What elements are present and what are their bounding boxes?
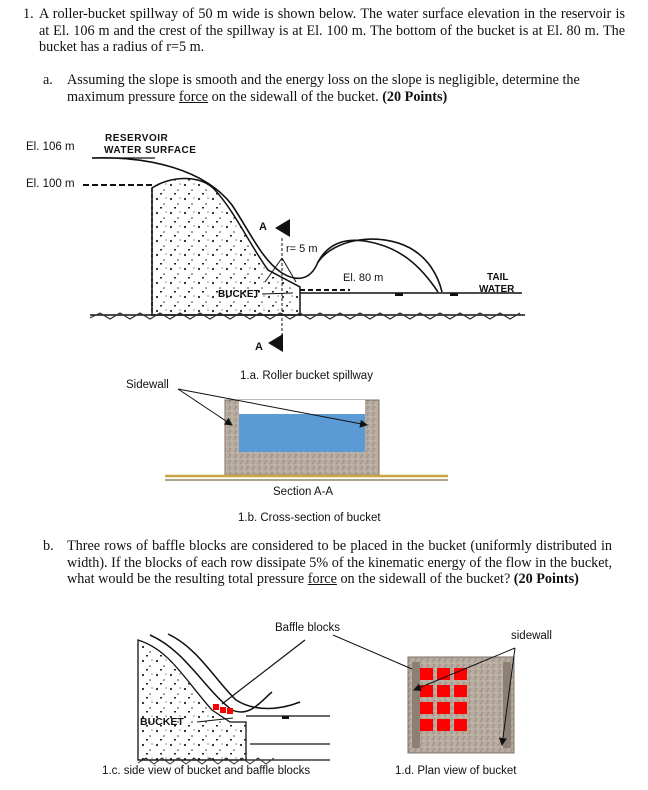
section-a-top-label: A <box>259 221 267 233</box>
bucket-label-side: BUCKET <box>140 716 184 728</box>
part-b-marker: b. <box>43 538 54 554</box>
bucket-water <box>239 414 365 452</box>
caption-1a: 1.a. Roller bucket spillway <box>240 370 373 382</box>
reservoir-label: RESERVOIR <box>105 133 169 144</box>
caption-1c: 1.c. side view of bucket and baffle blocks <box>102 765 311 777</box>
tailwater-label: WATER <box>479 284 515 295</box>
section-arrow-top <box>275 219 290 237</box>
el-100-label: El. 100 m <box>26 178 75 190</box>
caption-1b: 1.b. Cross-section of bucket <box>238 512 381 524</box>
figure-1c <box>138 634 330 764</box>
part-b-text: Three rows of baffle blocks are considered to be placed in the bucket (uniformly distributed in width). If the blocks of each row dissipate 5% of the kinematic energy of the flow in the bucket, what would be the resulting total pressure <box>67 538 613 588</box>
part-a-text-end: on the sidewall of the bucket. <box>208 88 379 105</box>
tail-label: TAIL <box>487 272 509 283</box>
baffle-block <box>213 704 219 710</box>
part-b-underlined: force <box>307 571 337 588</box>
part-b-points: (20 Points) <box>513 571 579 588</box>
baffle-block <box>227 708 233 714</box>
plan-sidewall-label: sidewall <box>511 630 552 642</box>
section-a-bottom-label: A <box>255 341 263 353</box>
side-view-body <box>138 640 246 760</box>
part-a-marker: a. <box>43 72 53 88</box>
problem-intro: A roller-bucket spillway of 50 m wide is shown below. The water surface elevation in the reservoir is at El. 106 m and the crest of the spillway is at El. 100 m. The bottom of the bucket is at El. 80 m. The bucket has a radius of r=5 m. <box>39 6 625 56</box>
section-aa-label: Section A-A <box>273 486 334 498</box>
section-arrow-bottom <box>268 334 283 352</box>
water-surface-label: WATER SURFACE <box>104 145 197 156</box>
problem-number: 1. <box>23 6 34 22</box>
baffle-leader <box>222 640 305 704</box>
baffle-leader-plan <box>333 635 412 669</box>
el-80-label: El. 80 m <box>343 272 384 284</box>
part-a-underlined: force <box>178 88 209 105</box>
el-106-label: El. 106 m <box>26 141 75 153</box>
figure-1b <box>165 389 448 480</box>
caption-1d: 1.d. Plan view of bucket <box>395 765 517 777</box>
bucket-label: BUCKET <box>218 289 260 300</box>
part-b-text-end: on the sidewall of the bucket? <box>336 571 511 588</box>
baffle-blocks-label: Baffle blocks <box>275 622 340 634</box>
baffle-block <box>220 707 226 713</box>
part-a-points: (20 Points) <box>382 88 448 105</box>
figure-1d <box>333 635 515 753</box>
sidewall-label: Sidewall <box>126 379 169 391</box>
roller-surface <box>318 239 442 292</box>
part-a-text: Assuming the slope is smooth and the energy loss on the slope is negligible, determine the maximum pressure <box>67 72 580 105</box>
radius-label: r= 5 m <box>286 243 318 255</box>
bucket-air <box>239 400 365 414</box>
